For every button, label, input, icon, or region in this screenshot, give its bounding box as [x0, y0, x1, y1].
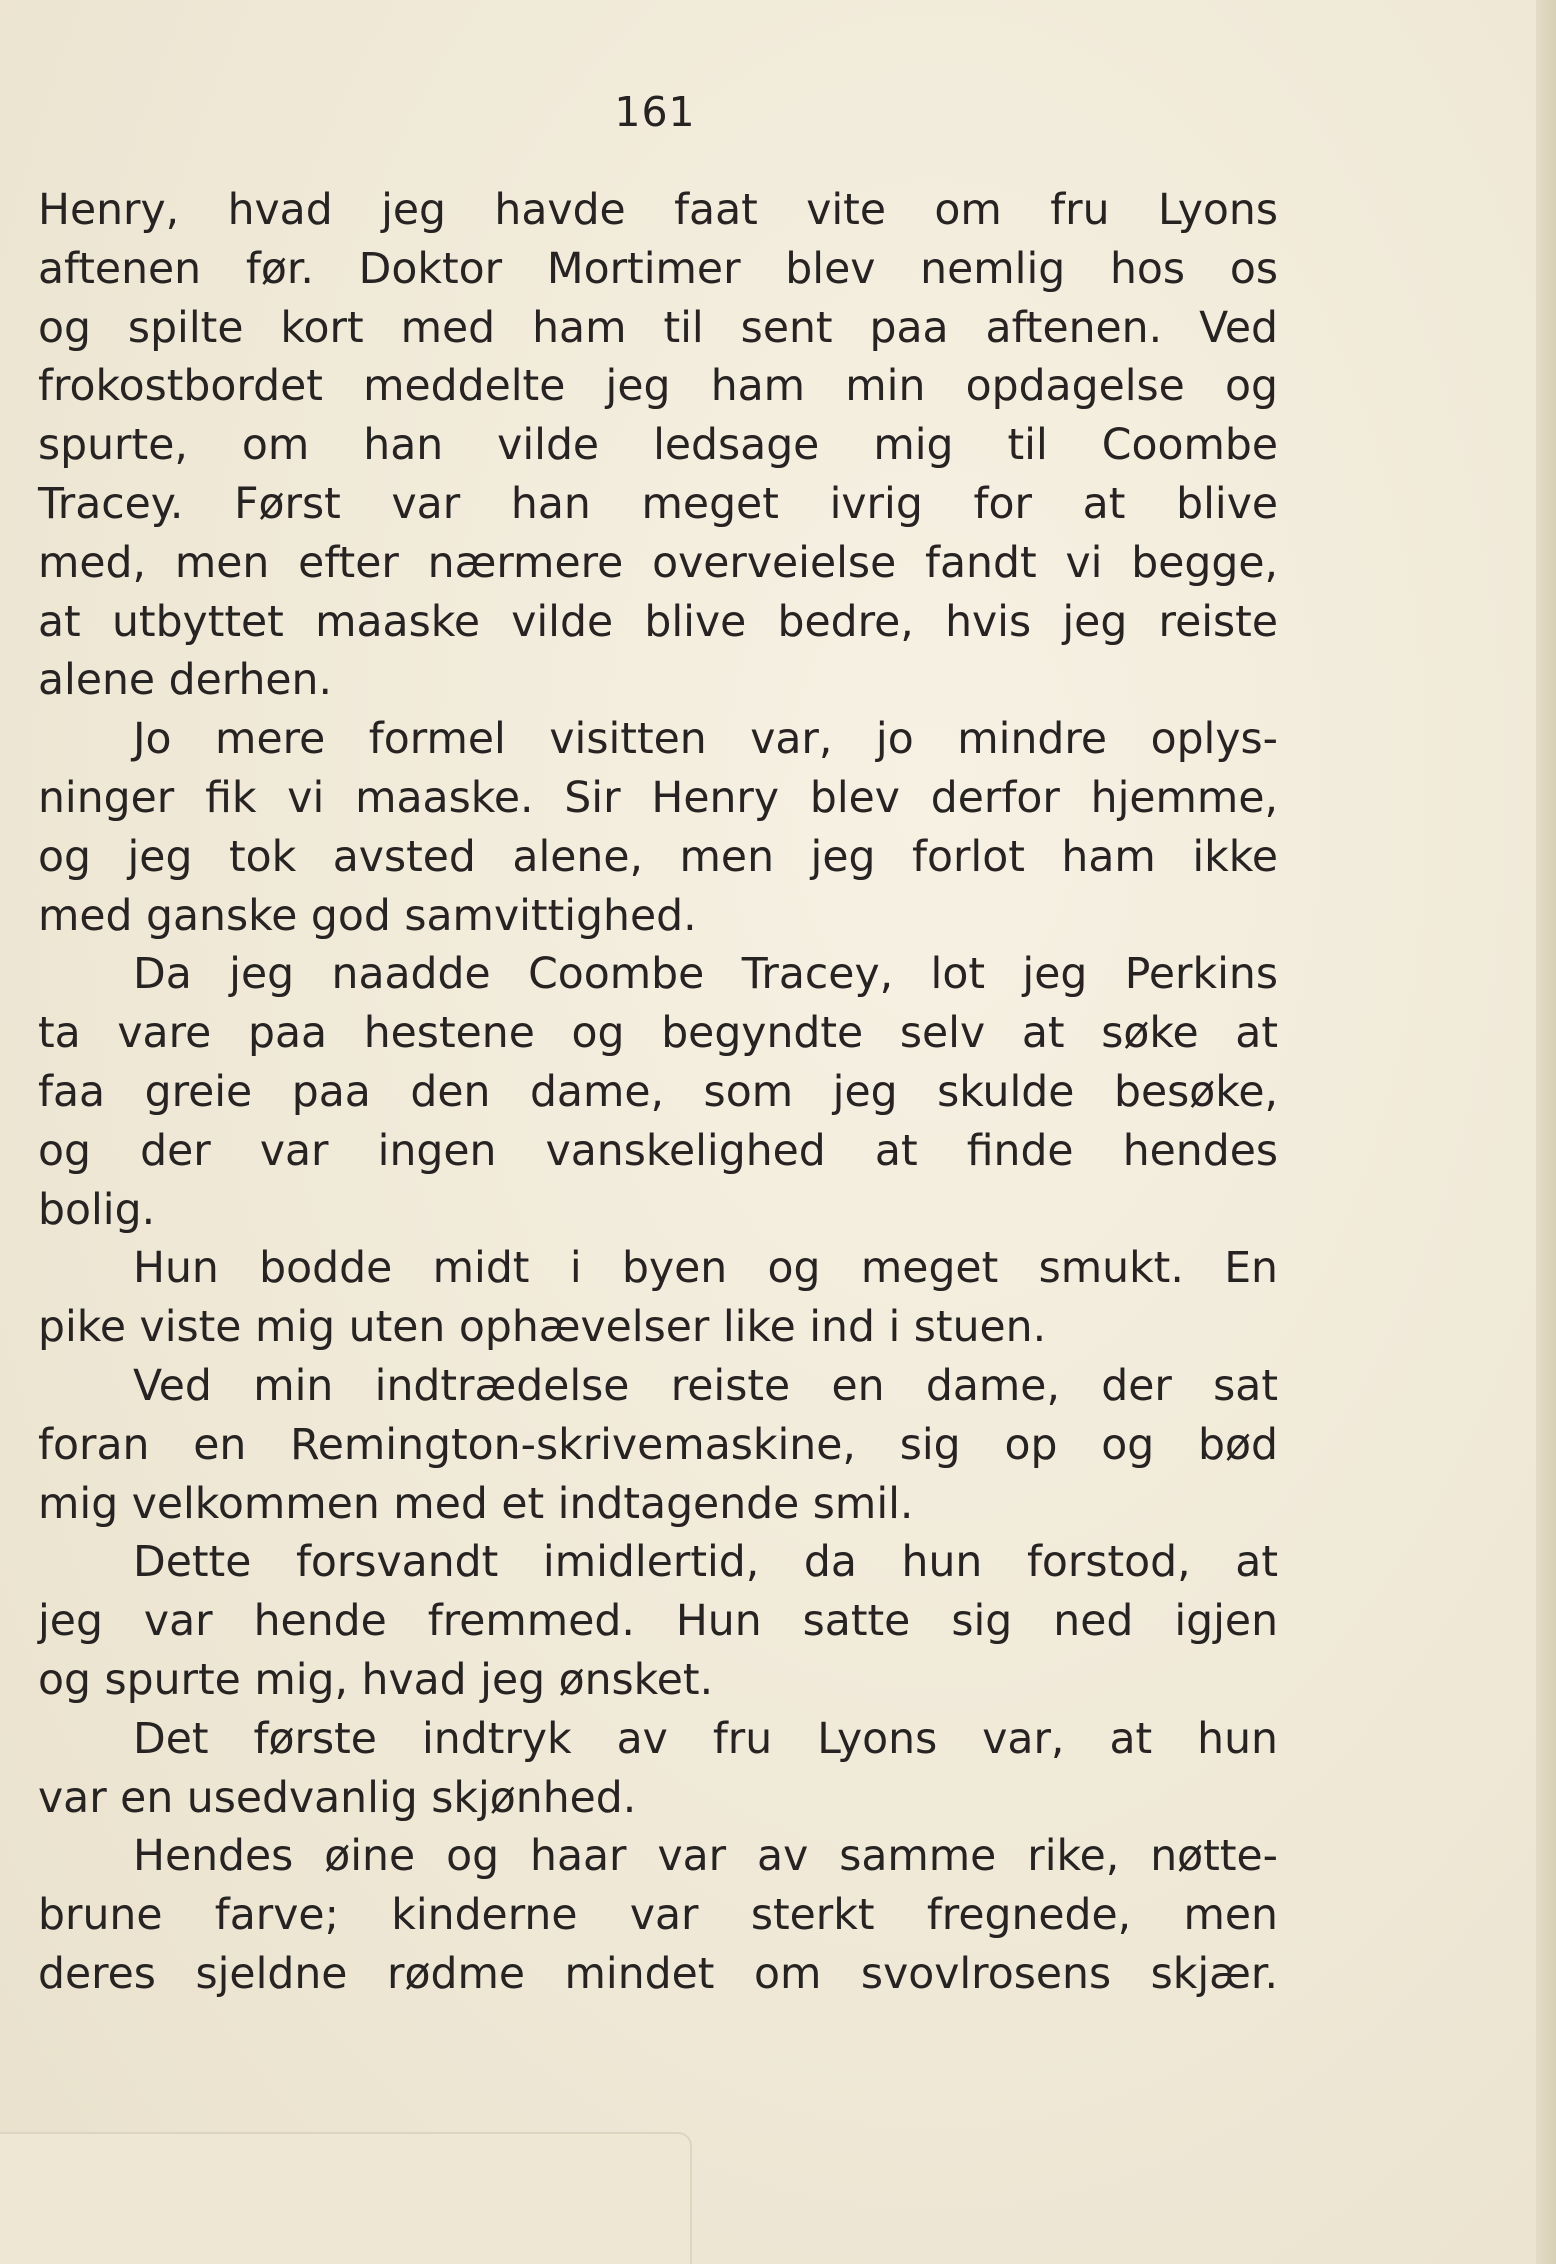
body-text: [38, 182, 1278, 2005]
text-line: var en usedvanlig skjønhed.: [38, 1773, 637, 1823]
text-line: faa greie paa den dame, som jeg skulde besøke,: [38, 1067, 1278, 1117]
page-number: 161: [614, 88, 696, 136]
text-line: alene derhen.: [38, 656, 332, 706]
text-line: aftenen før. Doktor Mortimer blev nemlig hos os: [38, 244, 1278, 294]
text-line: Da jeg naadde Coombe Tracey, lot jeg Perkins: [133, 950, 1278, 1000]
text-line: bolig.: [38, 1185, 156, 1235]
text-line: ta vare paa hestene og begyndte selv at søke at: [38, 1009, 1278, 1059]
text-line: deres sjeldne rødme mindet om svovlrosens skjær.: [38, 1949, 1278, 1999]
text-line: Jo mere formel visitten var, jo mindre oplys-: [133, 715, 1278, 765]
text-line: frokostbordet meddelte jeg ham min opdagelse og: [38, 362, 1278, 412]
text-line: mig velkommen med et indtagende smil.: [38, 1479, 914, 1529]
text-line: med ganske god samvittighed.: [38, 891, 697, 941]
text-line: at utbyttet maaske vilde blive bedre, hvis jeg reiste: [38, 597, 1278, 647]
text-line: Dette forsvandt imidlertid, da hun forstod, at: [133, 1538, 1278, 1588]
text-line: Henry, hvad jeg havde faat vite om fru Lyons: [38, 186, 1278, 235]
text-line: Hun bodde midt i byen og meget smukt. En: [133, 1244, 1278, 1294]
text-line: brune farve; kinderne var sterkt fregnede, men: [38, 1891, 1278, 1941]
text-line: og jeg tok avsted alene, men jeg forlot ham ikke: [38, 832, 1278, 882]
text-line: og spurte mig, hvad jeg ønsket.: [38, 1655, 714, 1705]
text-line: spurte, om han vilde ledsage mig til Coombe: [38, 421, 1278, 471]
text-line: og spilte kort med ham til sent paa aftenen. Ved: [38, 303, 1278, 353]
text-line: Ved min indtrædelse reiste en dame, der sat: [133, 1361, 1278, 1411]
text-line: med, men efter nærmere overveielse fandt vi begge,: [38, 538, 1278, 588]
text-line: og der var ingen vanskelighed at finde hendes: [38, 1126, 1278, 1176]
paper-mark: [0, 2132, 692, 2264]
text-line: Hendes øine og haar var av samme rike, nøtte-: [133, 1832, 1278, 1882]
text-line: jeg var hende fremmed. Hun satte sig ned igjen: [38, 1597, 1278, 1647]
page-edge: [1536, 0, 1556, 2264]
text-line: Det første indtryk av fru Lyons var, at hun: [133, 1714, 1278, 1764]
text-line: Tracey. Først var han meget ivrig for at blive: [38, 479, 1278, 529]
text-line: pike viste mig uten ophævelser like ind i stuen.: [38, 1303, 1047, 1353]
text-line: ninger fik vi maaske. Sir Henry blev derfor hjemme,: [38, 773, 1278, 823]
text-line: foran en Remington-skrivemaskine, sig op og bød: [38, 1420, 1278, 1470]
